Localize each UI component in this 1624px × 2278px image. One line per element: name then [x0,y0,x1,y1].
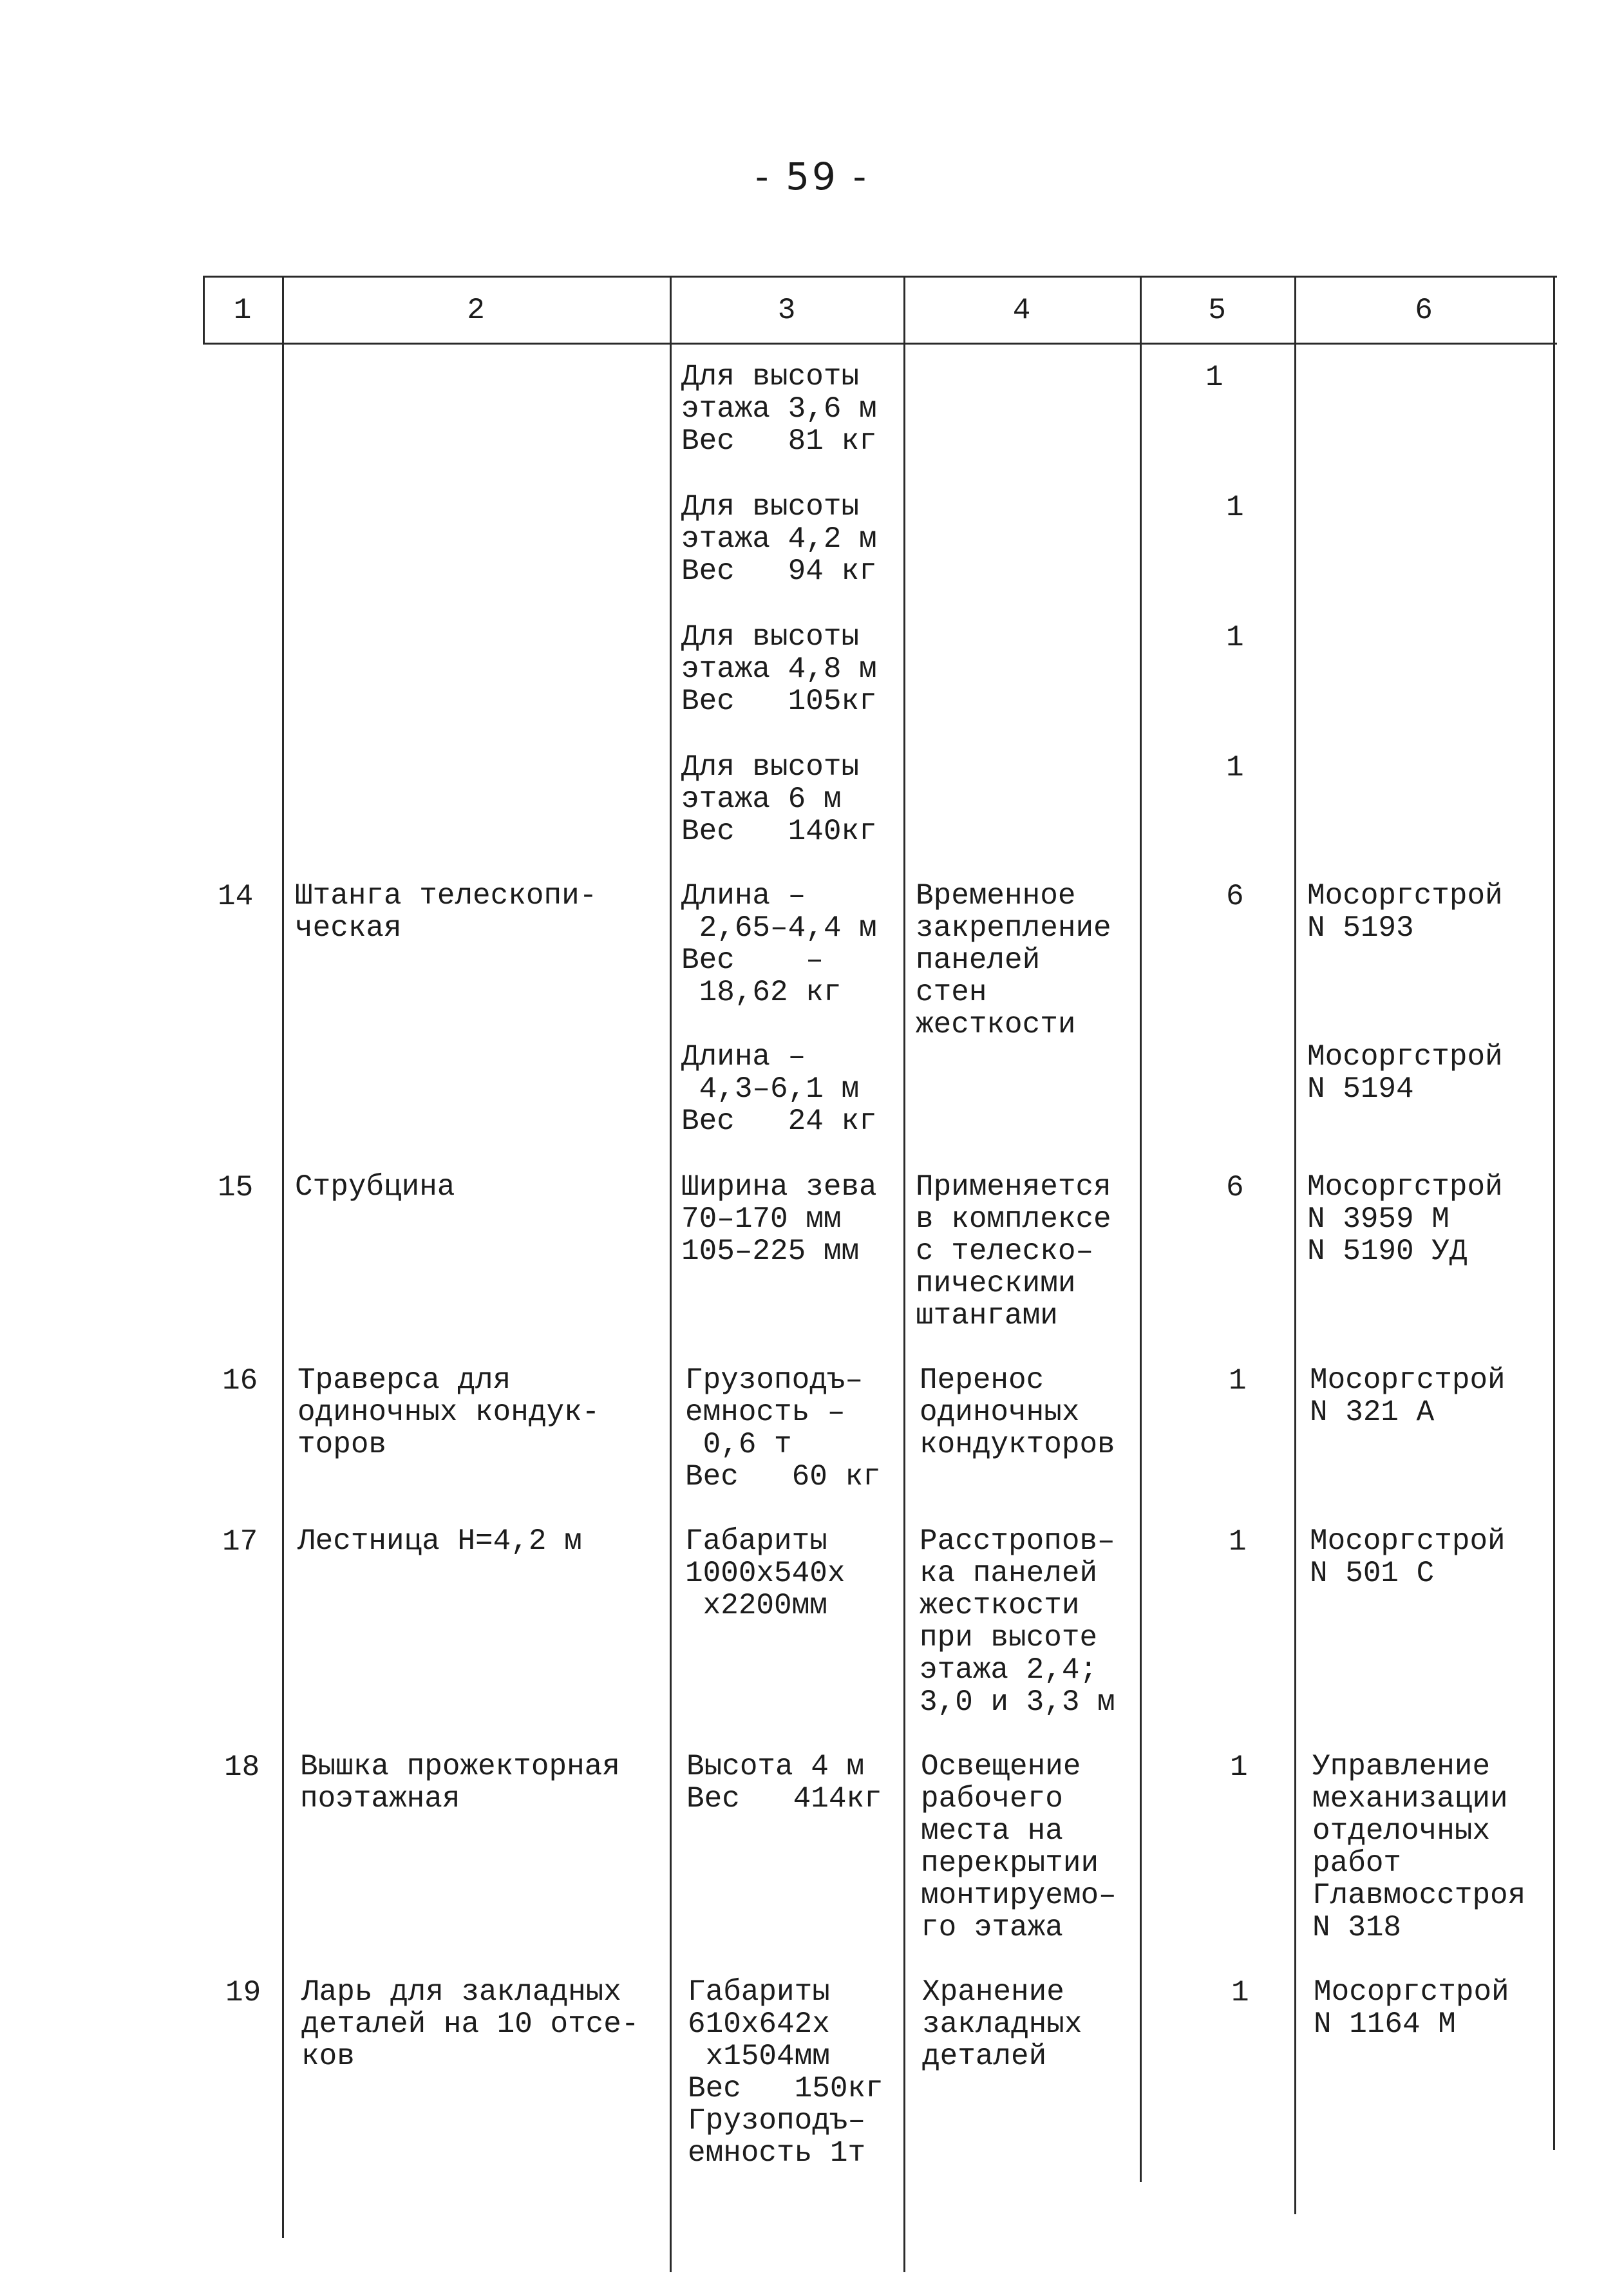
row-18-name: Вышка прожекторная поэтажная [300,1750,620,1816]
row-15-name: Струбцина [295,1170,455,1204]
row-17-purpose: Расстропов– ка панелей жесткости при высоте этажа 2,4; 3,0 и 3,3 м [920,1524,1115,1719]
row-15-source: Мосоргстрой N 3959 М N 5190 УД [1307,1170,1503,1268]
row-15-qty: 6 [1226,1171,1244,1204]
row-18-number: 18 [224,1751,260,1784]
row-18-purpose: Освещение рабочего места на перекрытии монтируемо– го этажа [921,1750,1117,1944]
header-col-5: 5 [1208,294,1226,327]
row-19-number: 19 [225,1976,261,2009]
row-16-name: Траверса для одиночных кондук- торов [297,1363,600,1461]
row-19-source: Мосоргстрой N 1164 М [1314,1975,1509,2041]
row-17-spec: Габариты 1000х540х х2200мм [685,1524,845,1622]
row-17-source: Мосоргстрой N 501 С [1310,1524,1506,1590]
row-18-source: Управление механизации отделочных работ Главмосстроя N 318 [1312,1750,1526,1944]
row-14-source-b: Мосоргстрой N 5194 [1307,1040,1503,1106]
row-17-name: Лестница Н=4,2 м [297,1524,582,1558]
cell-spec-variant-3: Для высоты этажа 4,8 м Вес 105кг [681,620,877,718]
col-divider-2 [670,276,672,2272]
row-18-qty: 1 [1230,1751,1248,1784]
row-16-qty: 1 [1229,1364,1247,1398]
header-col-1: 1 [233,294,252,327]
row-14-number: 14 [218,880,254,913]
row-14-spec-a: Длина – 2,65–4,4 м Вес – 18,62 кг [681,879,877,1009]
row-16-number: 16 [222,1364,258,1398]
row-16-source: Мосоргстрой N 321 А [1310,1363,1506,1429]
cell-qty-variant-4: 1 [1226,751,1244,784]
row-16-spec: Грузоподъ– емность – 0,6 т Вес 60 кг [685,1363,881,1494]
row-19-purpose: Хранение закладных деталей [922,1975,1082,2073]
col-divider-3 [903,276,905,2272]
row-19-qty: 1 [1231,1976,1249,2009]
row-14-name: Штанга телескопи- ческая [295,879,598,945]
row-14-source-a: Мосоргстрой N 5193 [1307,879,1503,945]
page-number: - 59 - [755,155,869,198]
table-right-border [1553,276,1555,2150]
row-17-number: 17 [222,1525,258,1559]
row-14-qty: 6 [1226,880,1244,913]
cell-spec-variant-2: Для высоты этажа 4,2 м Вес 94 кг [681,490,877,588]
header-col-4: 4 [1012,294,1031,327]
row-19-name: Ларь для закладных деталей на 10 отсе- ков [301,1975,639,2073]
row-15-spec: Ширина зева 70–170 мм 105–225 мм [681,1170,877,1268]
row-18-spec: Высота 4 м Вес 414кг [686,1750,882,1816]
row-19-spec: Габариты 610х642х х1504мм Вес 150кг Грузоподъ– емность 1т [688,1975,883,2170]
row-15-purpose: Применяется в комплексе с телеско– пическими штангами [916,1170,1111,1333]
col-divider-5 [1294,276,1296,2214]
header-col-6: 6 [1415,294,1433,327]
col-divider-4 [1140,276,1142,2182]
header-col-3: 3 [777,294,796,327]
cell-qty-variant-1: 1 [1205,361,1223,394]
cell-spec-variant-1: Для высоты этажа 3,6 м Вес 81 кг [681,360,877,458]
row-17-qty: 1 [1229,1525,1247,1559]
row-14-spec-b: Длина – 4,3–6,1 м Вес 24 кг [681,1040,877,1138]
cell-qty-variant-3: 1 [1226,621,1244,654]
header-col-2: 2 [467,294,485,327]
cell-spec-variant-4: Для высоты этажа 6 м Вес 140кг [681,750,877,848]
row-16-purpose: Перенос одиночных кондукторов [920,1363,1115,1461]
row-15-number: 15 [218,1171,254,1204]
row-14-purpose: Временное закрепление панелей стен жесткости [916,879,1111,1041]
col-divider-1 [282,276,284,2238]
cell-qty-variant-2: 1 [1226,491,1244,524]
